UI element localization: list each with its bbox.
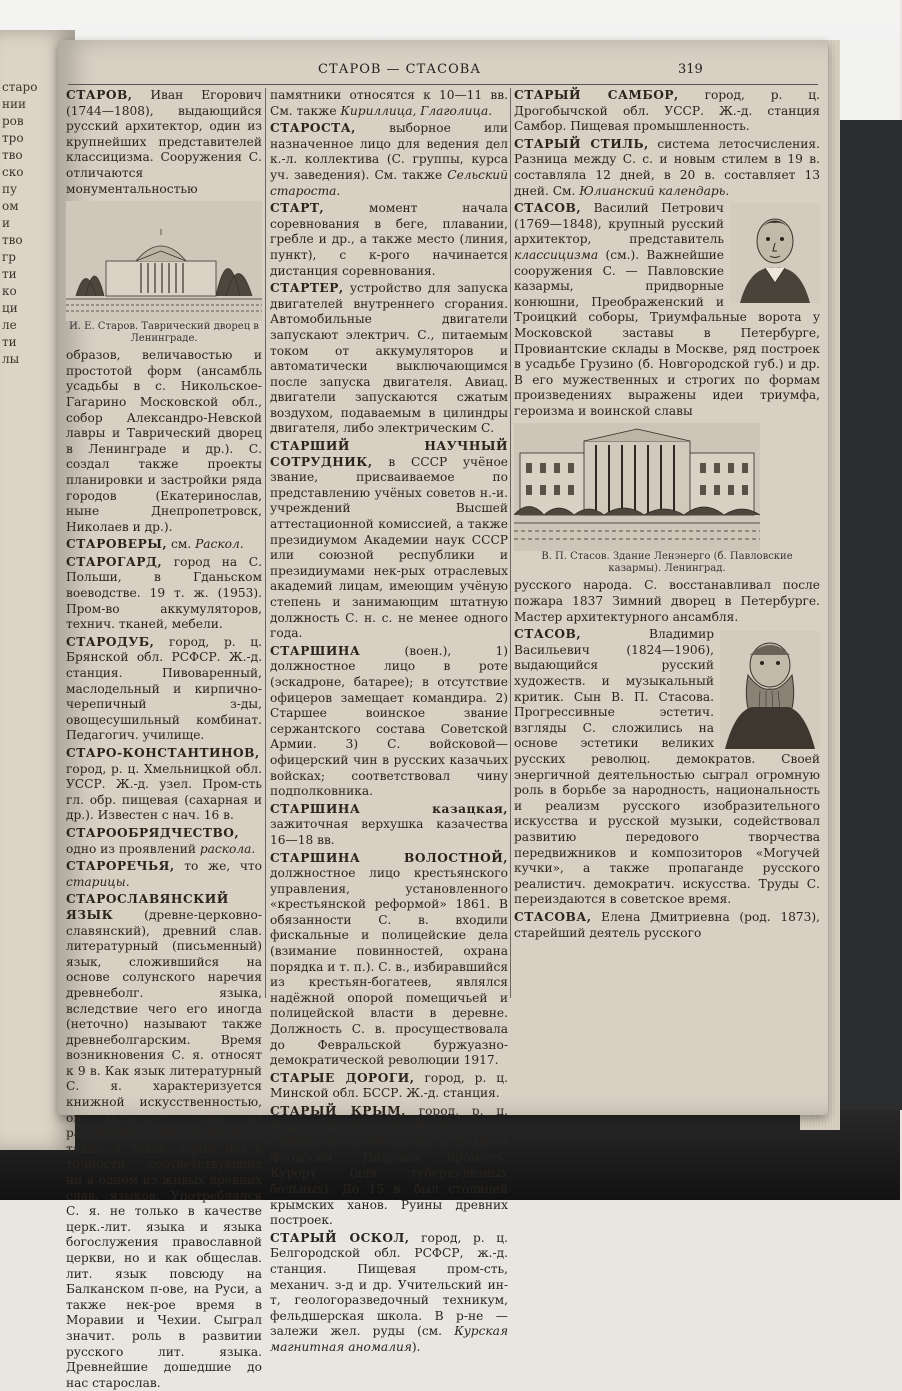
left-page-text: тро xyxy=(2,131,24,145)
left-page-text: лы xyxy=(2,352,20,366)
left-page-text: ров xyxy=(2,114,24,128)
left-page-text: пу xyxy=(2,182,18,196)
entry-stary-krym: СТАРЫЙ КРЫМ, город, р. ц. Крымской обл. УССР, на шоссе Симферополь—Феодосия, в 25 км от Феодосии. Пищевая пром-сть. Курорт (для туберкулёзных больных). До 15 в. был столицей крымских ханов. Руины древних построек. xyxy=(270,1104,508,1228)
page-header xyxy=(58,62,828,82)
entry-starshiy-nauchny: СТАРШИЙ НАУЧНЫЙ СОТРУДНИК, в СССР учёное звание, присваиваемое по представлению учёных советов н.-и. учреждений Высшей аттестационной комиссией, а также президиумом Академии наук СССР или союзной республики и президиумами нек-рых отраслевых академий лицам, имеющим учёную степень и занимающим штатную должность С. н. с. не менее одного года. xyxy=(270,439,508,641)
left-page-text: ом xyxy=(2,199,19,213)
column-divider xyxy=(510,88,511,998)
column-1 xyxy=(66,88,263,1390)
entry-starogard: СТАРОГАРД, город на С. Польши, в Гданьском воеводстве. 19 т. ж. (1953). Пром-во аккумуляторов, технич. тканей, мебели. xyxy=(66,554,263,632)
entry-starodub: СТАРОДУБ, город, р. ц. Брянской обл. РСФСР. Ж.-д. станция. Пивоваренный, маслодельный и кирпично-черепичный з-ды, овощесушильный комбинат. Педагогич. училище. xyxy=(66,634,262,743)
entry-starovery: СТАРОВЕРЫ, см. Раскол. xyxy=(66,537,244,552)
column-3 xyxy=(514,88,820,1008)
entry-continuation: памятники относятся к 10—11 вв. См. также Кириллица, Глаголица. xyxy=(270,88,508,118)
entry-stasov-vv: СТАСОВ, Владимир Васильевич (1824—1906), выдающийся русский художеств. и музыкальный критик. Сын В. П. Стасова. Прогрессивные эстетич. взгляды С. сложились на основе эстетики великих русских революц. демократов. Своей энергичной деятельностью сыграл огромную роль в борьбе за народность, национальность и реализм русского изобразительного искусства и русской музыки, содействовал развитию передового творчества передвижников и композиторов «Могучей кучки», а также пропаганде русского реалистич. демократич. искусства. Труды С. переиздаются в советское время. xyxy=(514,627,820,907)
left-page-text: ко xyxy=(2,284,17,298)
entry-starshina: СТАРШИНА (воен.), 1) должностное лицо в роте (эскадроне, батарее); в отсутствие офицеров замещает командира. 2) Старшее воинское звание сержантского состава Советской Армии. 3) С. войсковой—офицерский чин в русских казачьих войсках; соответствовал чину подполковника. xyxy=(270,643,508,799)
portrait-stasov-vp xyxy=(730,203,820,303)
entry-staroobryadchestvo: СТАРООБРЯДЧЕСТВО, одно из проявлений раскола. xyxy=(66,825,256,856)
barracks-engraving xyxy=(514,423,760,551)
entry-stasova: СТАСОВА, Елена Дмитриевна (род. 1873), старейший деятель русского xyxy=(514,909,821,940)
portrait-stasov-vv xyxy=(720,631,820,749)
entry-stasov-vp: СТАСОВ, Василий Петрович (1769—1848), крупный русский архитектор, представитель классицизма (см.). Важнейшие сооружения С. — Павловские казармы, придворные конюшни, Преображенский и Троицкий соборы, Триумфальные ворота у Московской заставы в Петербурге, Провиантские склады в Москве, ряд построек в усадьбе Грузино (б. Новгородской губ.) и др. В его мужественных и строгих по формам произведениях выражены идеи триумфа, героизма и воинской славы xyxy=(514,201,820,418)
header-rule xyxy=(68,84,818,85)
column-divider xyxy=(265,88,266,998)
figure-tauride-palace xyxy=(66,201,262,345)
portrait-engraving xyxy=(720,631,820,749)
entry-stary-stil: СТАРЫЙ СТИЛЬ, система летосчисления. Разница между С. с. и новым стилем в 19 в. составляла 12 дней, в 20 в. составляет 13 дней. См. Юлианский календарь. xyxy=(514,136,820,198)
figure-caption: В. П. Стасов. Здание Ленэнерго (б. Павловские казармы). Ленинград. xyxy=(541,551,793,575)
page-number: 319 xyxy=(678,62,703,77)
entry-starshina-kazatskaya: СТАРШИНА казацкая, зажиточная верхушка казачества 16—18 вв. xyxy=(270,801,508,847)
left-page-text: ле xyxy=(2,318,17,332)
left-page-text: ци xyxy=(2,301,18,315)
entry-starter: СТАРТЕР, устройство для запуска двигателей внутреннего сгорания. Автомобильные двигатели запускают электрич. С., питаемым током от аккумуляторов и автоматически выключающимся после запуска двигателя. Авиац. двигатели запускаются сжатым воздухом, подаваемым в цилиндры двигателя, либо электрическим С. xyxy=(270,281,508,436)
running-head: СТАРОВ — СТАСОВА xyxy=(318,62,482,77)
left-page-text: ти xyxy=(2,267,17,281)
figure-pavlovsk-barracks xyxy=(514,423,820,575)
left-page-text: ско xyxy=(2,165,24,179)
entry-starosta: СТАРОСТА, выборное или назначенное лицо для ведения дел к.-л. коллектива (С. группы, курса уч. заведения). См. также Сельский староста. xyxy=(270,121,508,198)
tauride-palace-engraving xyxy=(66,201,262,321)
entry-staroslavyansky: СТАРОСЛАВЯНСКИЙ ЯЗЫК (древне-церковно-славянский), древний слав. литературный (письменный) язык, сложившийся на основе солунского наречия древнеболг. языка, вследствие чего его иногда (неточно) называют также древнеболгарским. Время возникновения С. я. относят к 9 в. Как язык литературный С. я. характеризуется книжной искусственностью, он включает слова из различных слав. языков, а также и такие, к-рым нет в точности соответствующих ни в одном из живых древних слав. языков. Употреблялся С. я. не только в качестве церк.-лит. языка и языка богослужения православной церкви, но и как общеслав. лит. язык повсюду на Балканском п-ове, на Руси, а также нек-рое время в Моравии и Чехии. Сыграл значит. роль в развитии русского лит. языка. Древнейшие дошедшие до нас старослав. xyxy=(66,892,262,1390)
book-page xyxy=(58,40,828,1390)
column-2 xyxy=(270,88,509,1354)
left-page-text: гр xyxy=(2,250,16,264)
figure-caption: И. Е. Старов. Таврический дворец в Ленинграде. xyxy=(69,321,259,345)
entry-starye-dorogi: СТАРЫЕ ДОРОГИ, город, р. ц. Минской обл. БССР. Ж.-д. станция. xyxy=(270,1070,508,1101)
left-page-text: старо xyxy=(2,80,38,94)
entry-starorechya: СТАРОРЕЧЬЯ, то же, что старицы. xyxy=(66,859,262,889)
entry-start: СТАРТ, момент начала соревнования в беге, плавании, гребле и др., а также место (линия, пункт), с к-рого начинается дистанция соревнования. xyxy=(270,201,508,278)
entry-starshina-volostnoy: СТАРШИНА ВОЛОСТНОЙ, должностное лицо крестьянского управления, установленного «крестьянской реформой» 1861. В обязанности С. в. входили фискальные и полицейские дела (взимание повинностей, охрана порядка и т. п.). С. в., избиравшийся из крестьян-богатеев, являлся надёжной опорой помещичьей и полицейской власти в деревне. Должность С. в. просуществовала до Февральской буржуазно-демократической революции 1917. xyxy=(270,850,509,1068)
left-page-text: и xyxy=(2,216,10,230)
left-page-text: тво xyxy=(2,148,23,162)
entry-starov-continued: образов, величавостью и простотой форм (ансамбль усадьбы в с. Никольское-Гагарино Московской обл., собор Александро-Невской лавры и Таврический дворец в Ленинграде и др.). С. создал также проекты планировки и застройки ряда городов (Екатеринослав, ныне Днепропетровск, Николаев и др.). xyxy=(66,348,262,534)
left-page-text: тво xyxy=(2,233,23,247)
entry-stary-sambor: СТАРЫЙ САМБОР, город, р. ц. Дрогобычской обл. УССР. Ж.-д. станция Самбор. Пищевая промышленность. xyxy=(514,88,820,134)
entry-starov: СТАРОВ, Иван Егорович (1744—1808), выдающийся русский архитектор, один из крупнейших представителей классицизма. Сооружения С. отличаются монументальностью xyxy=(66,88,262,196)
left-page-text: ти xyxy=(2,335,17,349)
entry-staro-konstantinov: СТАРО-КОНСТАНТИНОВ, город, р. ц. Хмельницкой обл. УССР. Ж.-д. узел. Пром-сть гл. обр. пищевая (сахарная и др.). Известен с нач. 16 в. xyxy=(66,746,262,823)
left-page-text: нии xyxy=(2,97,26,111)
entry-stasov-continued: русского народа. С. восстанавливал после пожара 1837 Зимний дворец в Петербурге. Мастер архитектурного ансамбля. xyxy=(514,578,820,624)
entry-stary-oskol: СТАРЫЙ ОСКОЛ, город, р. ц. Белгородской обл. РСФСР, ж.-д. станция. Пищевая пром-сть, механич. з-д и др. Учительский ин-т, геологоразведочный техникум, фельдшерская школа. В р-не — залежи жел. руды (см. Курская магнитная аномалия). xyxy=(270,1230,509,1354)
portrait-engraving xyxy=(730,203,820,303)
